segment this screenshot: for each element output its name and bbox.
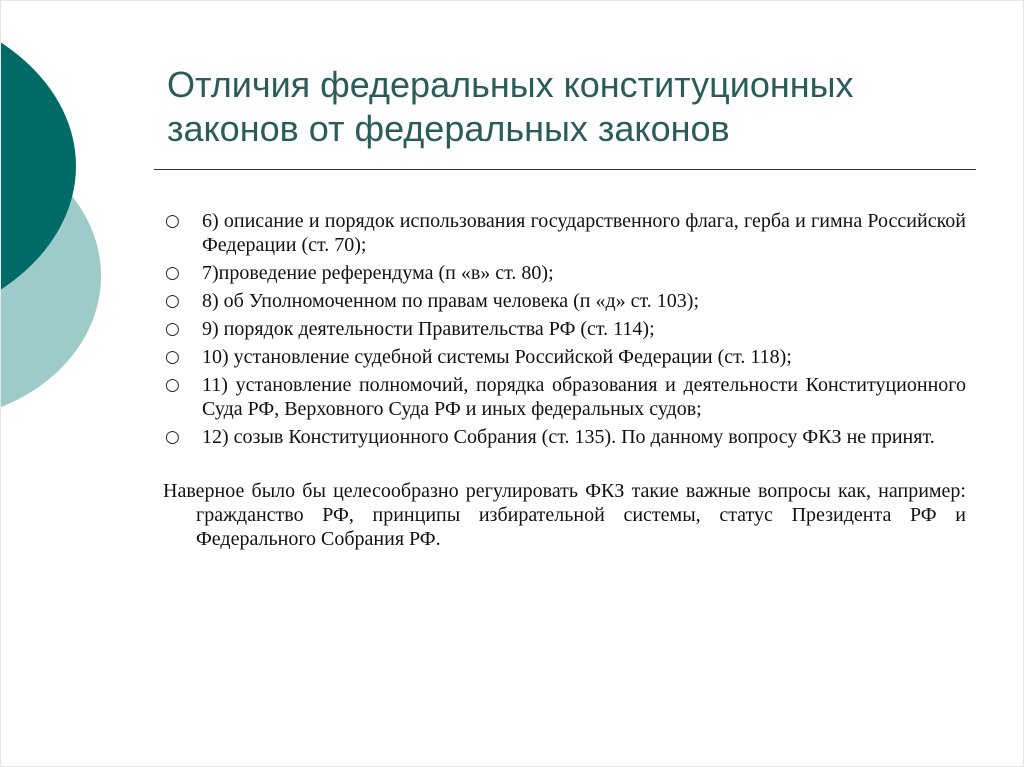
list-item-text: 11) установление полномочий, порядка образования и деятельности Конституционного Суда РФ, Верховного Суда РФ и иных федеральных судов;: [202, 374, 966, 420]
slide-title-line-1: Отличия федеральных конституционных: [167, 64, 854, 105]
list-item: [165, 289, 966, 313]
list-item: [165, 345, 966, 369]
circle-bullet-icon: ○: [165, 427, 180, 447]
conclusion-paragraph: Наверное было бы целесообразно регулировать ФКЗ такие важные вопросы как, например: гражданство РФ, принципы избирательной системы, статус Президента РФ и Федерального Собрания РФ.: [163, 480, 966, 550]
list-item-text: 7)проведение референдума (п «в» ст. 80);: [202, 262, 554, 284]
list-item: [165, 425, 966, 449]
circle-bullet-icon: ○: [165, 347, 180, 367]
title-divider: [154, 169, 976, 170]
circle-bullet-icon: ○: [165, 263, 180, 283]
list-item-text: 12) созыв Конституционного Собрания (ст. 135). По данному вопросу ФКЗ не принят.: [202, 426, 935, 448]
bullet-list: [165, 209, 966, 449]
list-item-text: 8) об Уполномоченном по правам человека (п «д» ст. 103);: [202, 290, 700, 312]
list-item: [165, 317, 966, 341]
slide-title: [167, 63, 967, 151]
circle-bullet-icon: ○: [165, 291, 180, 311]
list-item: [165, 209, 966, 257]
circle-bullet-icon: ○: [165, 211, 180, 231]
circle-bullet-icon: ○: [165, 319, 180, 339]
list-item: [165, 261, 966, 285]
list-item-text: 10) установление судебной системы Российской Федерации (ст. 118);: [202, 346, 792, 368]
list-item-text: 6) описание и порядок использования государственного флага, герба и гимна Российской Федерации (ст. 70);: [202, 210, 966, 256]
slide-title-line-2: законов от федеральных законов: [167, 108, 730, 149]
slide-body: [165, 209, 966, 551]
circle-bullet-icon: ○: [165, 375, 180, 395]
list-item-text: 9) порядок деятельности Правительства РФ (ст. 114);: [202, 318, 655, 340]
list-item: [165, 373, 966, 421]
